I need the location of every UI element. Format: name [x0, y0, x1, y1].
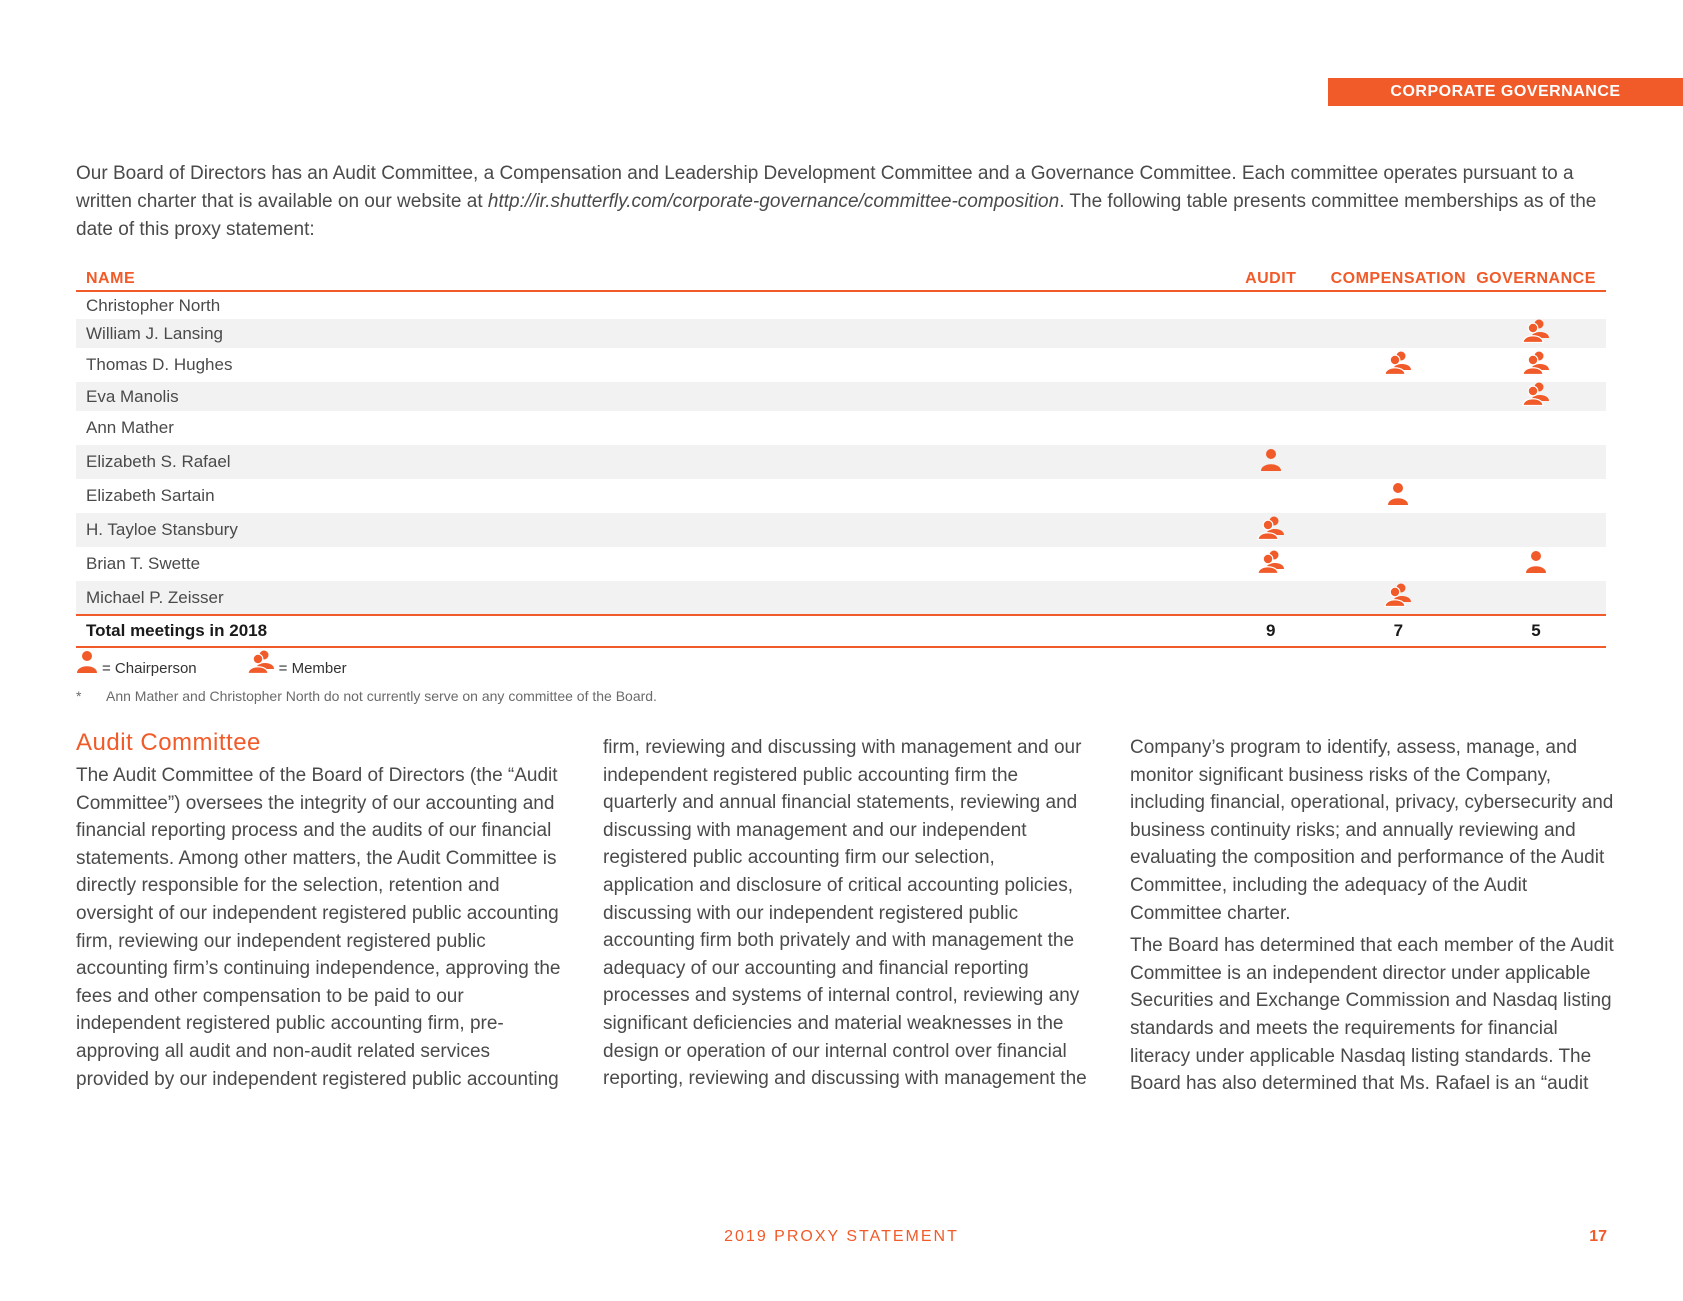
audit-cell: [1211, 547, 1331, 581]
audit-committee-heading: Audit Committee: [76, 729, 261, 756]
table-header-row: [76, 262, 1606, 291]
header-compensation: COMPENSATION: [1331, 262, 1466, 291]
table-row: [76, 513, 1606, 547]
intro-text-after: . The following table presents committee memberships as of the date of this proxy statement:: [76, 191, 1597, 240]
audit-cell: [1211, 513, 1331, 547]
audit-column-2: [603, 734, 1088, 1098]
total-audit: 9: [1211, 615, 1331, 647]
audit-cell: [1211, 581, 1331, 615]
intro-text-before: Our Board of Directors has an Audit Committee, a Compensation and Leadership Development Committee and a Governance Committee. Each committee operates pursuant to a written charter that is available on our website at: [76, 163, 1574, 212]
audit-cell: [1211, 291, 1331, 319]
governance-cell: [1466, 581, 1606, 615]
section-tab: CORPORATE GOVERNANCE: [1328, 78, 1683, 106]
totals-row: [76, 615, 1606, 647]
legend-member: [247, 650, 347, 678]
two-persons-icon: [1522, 319, 1550, 348]
director-name: Michael P. Zeisser: [76, 581, 1211, 615]
governance-cell: [1466, 382, 1606, 411]
legend: [76, 650, 397, 678]
governance-cell: [1466, 479, 1606, 513]
compensation-cell: [1331, 382, 1466, 411]
director-name: Eva Manolis: [76, 382, 1211, 411]
audit-cell: [1211, 445, 1331, 479]
governance-cell: [1466, 513, 1606, 547]
governance-cell: [1466, 319, 1606, 348]
table-row: [76, 547, 1606, 581]
footnote-marker: *: [76, 688, 82, 704]
compensation-cell: [1331, 319, 1466, 348]
director-name: Elizabeth S. Rafael: [76, 445, 1211, 479]
total-compensation: 7: [1331, 615, 1466, 647]
audit-cell: [1211, 319, 1331, 348]
director-name: Thomas D. Hughes: [86, 355, 233, 374]
director-name: William J. Lansing: [76, 319, 1211, 348]
table-row: [76, 382, 1606, 411]
table-row: [76, 581, 1606, 615]
compensation-cell: [1331, 581, 1466, 615]
person-icon: [1387, 482, 1409, 511]
compensation-cell: [1331, 445, 1466, 479]
audit-cell: [1211, 382, 1331, 411]
audit-column-3: [1130, 734, 1620, 1103]
intro-paragraph: [76, 160, 1616, 244]
committee-charter-link[interactable]: http://ir.shutterfly.com/corporate-governance/committee-composition: [487, 191, 1060, 212]
two-persons-icon: [1257, 550, 1285, 579]
compensation-cell: [1331, 479, 1466, 513]
audit-paragraph-4: The Board has determined that each member of the Audit Committee is an independent director under applicable Securities and Exchange Commission and Nasdaq listing standards and meets the requirements for financial literacy under applicable Nasdaq listing standards. The Board has also determined that Ms. Rafael is an “audit: [1130, 935, 1614, 1095]
page-number: 17: [1589, 1228, 1607, 1245]
compensation-cell: [1331, 411, 1466, 445]
director-name: Elizabeth Sartain: [86, 486, 215, 505]
director-name: Brian T. Swette: [86, 554, 201, 573]
governance-cell: [1466, 445, 1606, 479]
header-audit: AUDIT: [1211, 262, 1331, 291]
governance-cell: [1466, 411, 1606, 445]
compensation-cell: [1331, 547, 1466, 581]
footnote: [76, 688, 657, 704]
governance-cell: [1466, 348, 1606, 382]
header-governance: GOVERNANCE: [1466, 262, 1606, 291]
audit-paragraph-2: firm, reviewing and discussing with management and our independent registered public accounting firm the quarterly and annual financial statements, reviewing and discussing with management and our independent registered public accounting firm our selection, application and disclosure of critical accounting policies, discussing with our independent registered public accounting firm both privately and with management the adequacy of our accounting and financial reporting processes and systems of internal control, reviewing any significant deficiencies and material weaknesses in the design or operation of our internal control over financial reporting, reviewing and discussing with management the: [603, 737, 1087, 1090]
director-name: Ann Mather: [86, 418, 174, 437]
footnote-text: Ann Mather and Christopher North do not currently serve on any committee of the Board.: [106, 688, 657, 704]
two-persons-icon: [1522, 382, 1550, 411]
header-name: NAME: [76, 262, 1211, 291]
totals-label: Total meetings in 2018: [76, 615, 1211, 647]
table-body: [76, 291, 1606, 615]
audit-cell: [1211, 411, 1331, 445]
total-governance: 5: [1466, 615, 1606, 647]
legend-chairperson-label: = Chairperson: [102, 660, 197, 677]
person-icon: [76, 650, 98, 678]
table-row: [76, 291, 1606, 319]
table-row: [76, 445, 1606, 479]
director-name: H. Tayloe Stansbury: [76, 513, 1211, 547]
compensation-cell: [1331, 348, 1466, 382]
table-row: [76, 411, 1606, 445]
table-row: [76, 479, 1606, 513]
governance-cell: [1466, 547, 1606, 581]
director-name: Christopher North: [86, 295, 221, 315]
audit-cell: [1211, 348, 1331, 382]
compensation-cell: [1331, 513, 1466, 547]
audit-paragraph-3: Company’s program to identify, assess, manage, and monitor significant business risks of the Company, including financial, operational, privacy, cybersecurity and business continuity risks; and annually reviewing and evaluating the composition and performance of the Audit Committee, including the adequacy of the Audit Committee charter.: [1130, 737, 1614, 924]
audit-paragraph-1: The Audit Committee of the Board of Directors (the “Audit Committee”) oversees the integrity of our accounting and financial reporting process and the audits of our financial statements. Among other matters, the Audit Committee is directly responsible for the selection, retention and oversight of our independent registered public accounting firm, reviewing our independent registered public accounting firm’s continuing independence, approving the fees and other compensation to be paid to our independent registered public accounting firm, pre-approving all audit and non-audit related services provided by our independent registered public accounting: [76, 765, 561, 1090]
footer-title: 2019 PROXY STATEMENT: [724, 1228, 959, 1245]
committee-membership-table: [76, 262, 1606, 648]
two-persons-icon: [1384, 583, 1412, 612]
two-persons-icon: [247, 650, 275, 678]
audit-cell: [1211, 479, 1331, 513]
table-row: [76, 319, 1606, 348]
person-icon: [1525, 550, 1547, 579]
two-persons-icon: [1257, 516, 1285, 545]
legend-chairperson: [76, 650, 197, 678]
two-persons-icon: [1522, 351, 1550, 380]
legend-member-label: = Member: [278, 660, 347, 677]
compensation-cell: [1331, 291, 1466, 319]
governance-cell: [1466, 291, 1606, 319]
table-row: [76, 348, 1606, 382]
two-persons-icon: [1384, 351, 1412, 380]
audit-column-1: [76, 728, 561, 1098]
person-icon: [1260, 448, 1282, 477]
